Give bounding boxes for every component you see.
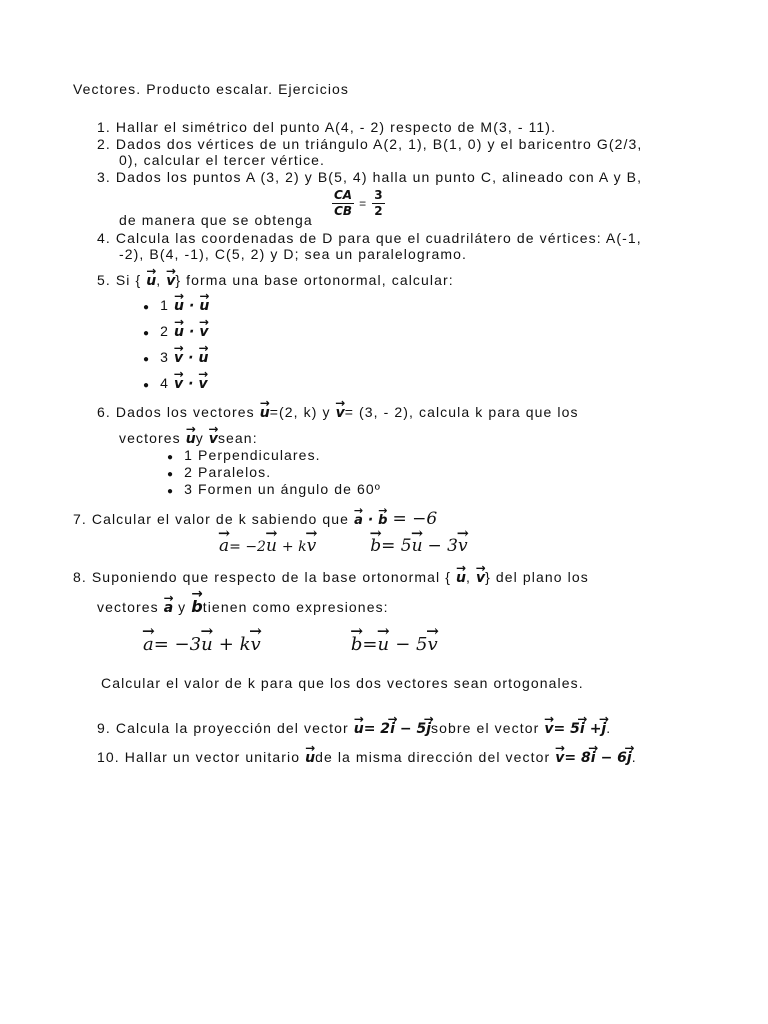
exercise-8-question: Calcular el valor de k para que los dos vectores sean ortogonales. <box>101 675 584 691</box>
vector-u: → u <box>146 273 156 289</box>
list-item: ● 2 Paralelos. <box>167 464 272 480</box>
list-item: ● 2 → u · → v <box>143 323 208 340</box>
list-item: ● 1 → u · → u <box>143 297 209 314</box>
list-item: ● 4 → v · → v <box>143 375 208 392</box>
exercise-3-line-2: de manera que se obtenga <box>119 212 313 228</box>
exercise-10: 10. Hallar un vector unitario → ude la misma dirección del vector → v= 8→ i − 6→ j. <box>97 749 637 766</box>
exercise-5: 5. Si { → u, → v} forma una base ortonormal, calcular: <box>97 272 454 289</box>
exercise-4-line-1: 4. Calcula las coordenadas de D para que el cuadrilátero de vértices: A(-1, <box>97 230 642 246</box>
vector-v: → v <box>166 273 175 289</box>
exercise-3-fraction: $\frac{CA}{CB}$ = $\frac{3}{2}$ <box>334 188 383 218</box>
exercise-4-line-2: -2), B(4, -1), C(5, 2) y D; sea un paralelogramo. <box>119 246 468 262</box>
exercise-7-line-1: 7. Calcular el valor de k sabiendo que → a · → b = −6 <box>73 509 437 529</box>
exercise-6-line-2: vectores → uy → vsean: <box>119 430 258 447</box>
exercise-8-line-2: vectores → a y → btienen como expresiones: <box>97 597 389 616</box>
exercise-3-line-1: 3. Dados los puntos A (3, 2) y B(5, 4) halla un punto C, alineado con A y B, <box>97 169 643 185</box>
exercise-1: 1. Hallar el simétrico del punto A(4, - 2) respecto de M(3, - 11). <box>97 119 557 135</box>
list-item: ● 3 → v · → u <box>143 349 208 366</box>
list-item: ● 3 Formen un ángulo de 60º <box>167 481 381 497</box>
exercise-6-line-1: 6. Dados los vectores → u=(2, k) y → v= (3, - 2), calcula k para que los <box>97 404 579 421</box>
exercise-8-formulas: → a= −3→ u + k→ v → b=→ u − 5→ v <box>143 634 438 655</box>
exercise-9: 9. Calcula la proyección del vector → u= 2→ i − 5→ jsobre el vector → v= 5→ i +→ j. <box>97 720 611 737</box>
exercise-8-line-1: 8. Suponiendo que respecto de la base ortonormal { → u, → v} del plano los <box>73 569 589 586</box>
exercise-2-line-1: 2. Dados dos vértices de un triángulo A(2, 1), B(1, 0) y el baricentro G(2/3, <box>97 136 643 152</box>
page-title: Vectores. Producto escalar. Ejercicios <box>73 81 350 97</box>
exercise-2-line-2: 0), calcular el tercer vértice. <box>119 152 326 168</box>
exercise-7-formulas: → a= −2→ u + k→ v → b= 5→ u − 3→ v <box>219 536 468 556</box>
list-item: ● 1 Perpendiculares. <box>167 447 321 463</box>
